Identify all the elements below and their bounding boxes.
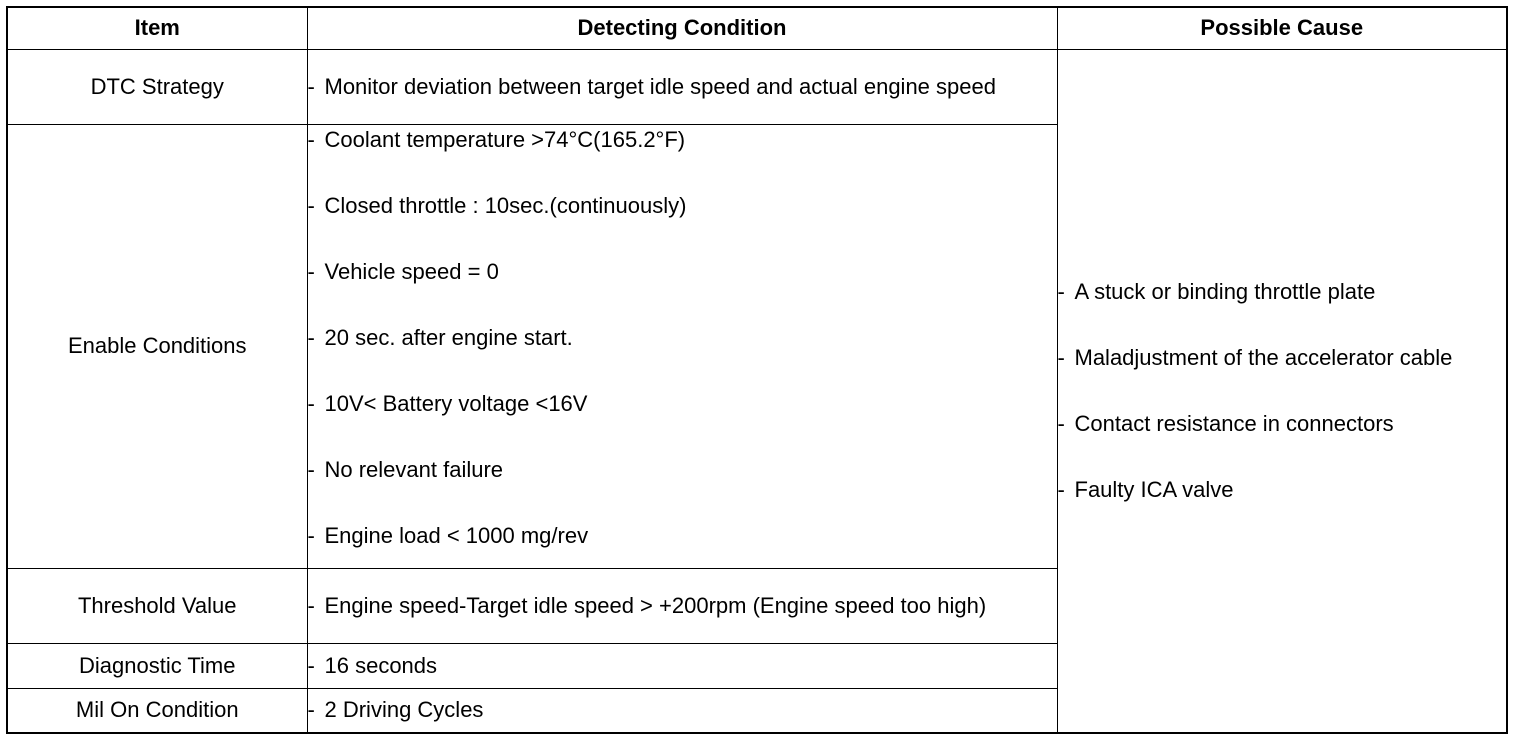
condition-item: - Closed throttle : 10sec.(continuously) [307, 192, 687, 218]
condition-item: - Engine speed-Target idle speed > +200rpm (Engine speed too high) [307, 592, 987, 618]
item-threshold-value: Threshold Value [7, 568, 307, 643]
enable-conditions-list [308, 125, 1057, 551]
header-row [7, 7, 1507, 49]
condition-item: - No relevant failure [307, 456, 504, 482]
cause-item: - A stuck or binding throttle plate [1057, 278, 1376, 304]
header-possible-cause: Possible Cause [1057, 7, 1507, 49]
header-item: Item [7, 7, 307, 49]
condition-item: - Monitor deviation between target idle speed and actual engine speed [308, 72, 1057, 102]
condition-dtc-strategy [307, 49, 1057, 124]
item-mil-on-condition: Mil On Condition [7, 688, 307, 733]
condition-item: - 2 Driving Cycles [307, 697, 484, 723]
header-detecting-condition: Detecting Condition [307, 7, 1057, 49]
condition-item: - 20 sec. after engine start. [307, 324, 573, 350]
condition-item: - 10V< Battery voltage <16V [307, 390, 588, 416]
row-dtc-strategy [7, 49, 1507, 124]
item-diagnostic-time: Diagnostic Time [7, 643, 307, 688]
cause-item: - Faulty ICA valve [1057, 476, 1234, 502]
item-dtc-strategy: DTC Strategy [7, 49, 307, 124]
item-enable-conditions: Enable Conditions [7, 124, 307, 568]
condition-item: - Coolant temperature >74°C(165.2°F) [307, 126, 686, 152]
cause-item: - Maladjustment of the accelerator cable [1057, 344, 1453, 370]
condition-threshold-value [307, 568, 1057, 643]
dash: - [307, 73, 315, 99]
cause-item: - Contact resistance in connectors [1057, 410, 1394, 436]
possible-cause-cell [1057, 49, 1507, 733]
condition-diagnostic-time [307, 643, 1057, 688]
possible-cause-list [1058, 277, 1507, 505]
condition-item: - Engine load < 1000 mg/rev [307, 522, 589, 548]
condition-item: - Vehicle speed = 0 [307, 258, 499, 284]
condition-item: - 16 seconds [307, 652, 438, 678]
condition-enable-conditions [307, 124, 1057, 568]
diagnostic-table [6, 6, 1508, 734]
condition-mil-on-condition [307, 688, 1057, 733]
